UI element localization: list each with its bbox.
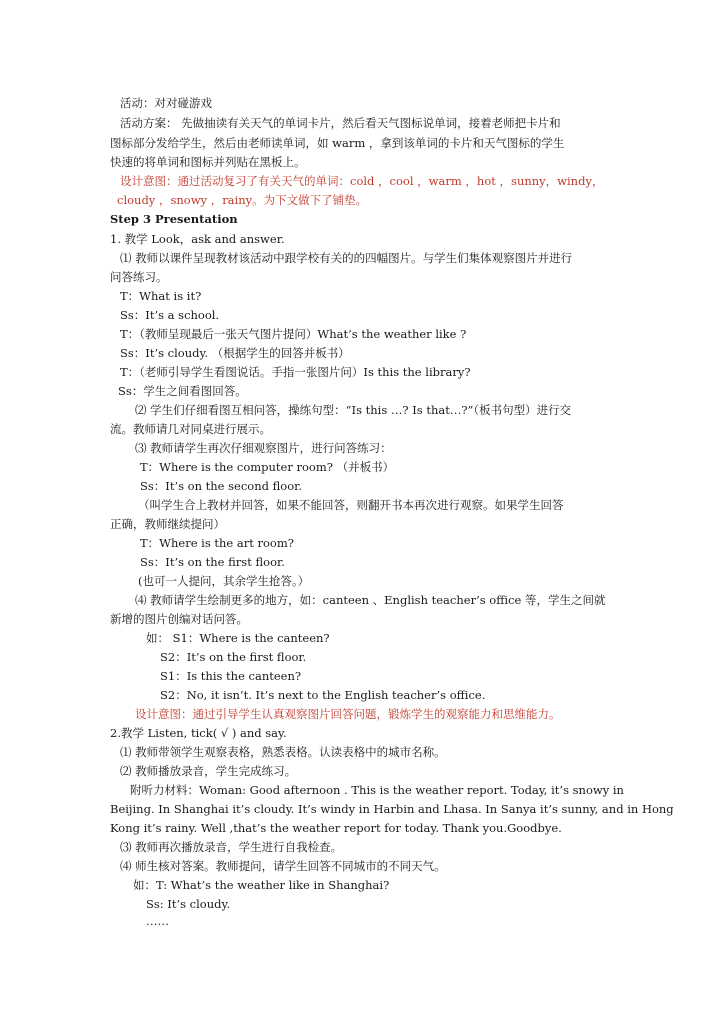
design-intent-line: 设计意图：通过引导学生认真观察图片回答问题，锻炼学生的观察能力和思维能力。 (135, 707, 561, 721)
item-heading: 2.教学 Listen, tick( √ ) and say. (110, 726, 287, 740)
activity-plan-line: 活动方案： 先做抽读有关天气的单词卡片，然后看天气图标说单词，接着老师把卡片和 (120, 116, 561, 130)
example-line: S2：No, it isn’t. It’s next to the English teacher’s office. (160, 688, 486, 702)
dialogue-line: T：（教师呈现最后一张天气图片提问）What’s the weather like ? (120, 327, 467, 341)
dialogue-line: Ss：It’s cloudy. （根据学生的回答并板书） (120, 346, 350, 360)
dialogue-line: T：Where is the art room? (140, 536, 294, 550)
design-intent-line: cloudy ，snowy ，rainy。为下文做下了铺垫。 (117, 193, 368, 207)
example-line: S2：It’s on the first floor. (160, 650, 307, 664)
listening-text-line: Beijing. In Shanghai it’s cloudy. It’s windy in Harbin and Lhasa. In Sanya it’s sunny, and in Hong (110, 802, 674, 816)
example-line: 如： S1：Where is the canteen? (146, 631, 330, 645)
paragraph-line: ⑴ 教师以课件呈现教材该活动中跟学校有关的的四幅图片。与学生们集体观察图片并进行 (120, 251, 573, 265)
paragraph-line: ⑵ 教师播放录音，学生完成练习。 (120, 764, 297, 778)
dialogue-line: Ss：It’s a school. (120, 308, 220, 322)
paragraph-line: ⑶ 教师请学生再次仔细观察图片，进行问答练习： (135, 441, 392, 455)
dialogue-line: T：（老师引导学生看图说话。手指一张图片问）Is this the library? (120, 365, 471, 379)
note-line: 正确，教师继续提问） (110, 517, 225, 531)
paragraph-line: 问答练习。 (110, 270, 168, 284)
paragraph-line: ⑷ 师生核对答案。教师提问，请学生回答不同城市的不同天气。 (120, 859, 446, 873)
dialogue-line: Ss：It’s on the second floor. (140, 479, 303, 493)
listening-text-line: Kong it’s rainy. Well ,that’s the weather report for today. Thank you.Goodbye. (110, 821, 562, 835)
design-intent-line: 设计意图：通过活动复习了有关天气的单词：cold ，cool ，warm ，hot ，sunny，windy， (120, 174, 604, 188)
paragraph-line: 流。教师请几对同桌进行展示。 (110, 422, 271, 436)
paragraph-line: ⑵ 学生们仔细看图互相问答，操练句型：“Is this …? Is that…?”（板书句型）进行交 (135, 403, 572, 417)
paragraph-line: ⑴ 教师带领学生观察表格，熟悉表格。认读表格中的城市名称。 (120, 745, 446, 759)
paragraph-line: ⑷ 教师请学生绘制更多的地方，如：canteen 、English teacher’s office 等，学生之间就 (135, 593, 606, 607)
item-heading: 1. 教学 Look，ask and answer. (110, 232, 285, 246)
dialogue-line: Ss：It’s on the first floor. (140, 555, 285, 569)
listening-text-line: 附听力材料：Woman: Good afternoon . This is the weather report. Today, it’s snowy in (130, 783, 624, 797)
example-line: 如：T: What’s the weather like in Shanghai? (133, 878, 390, 892)
example-line: S1：Is this the canteen? (160, 669, 302, 683)
dialogue-line: T：What is it? (120, 289, 202, 303)
activity-plan-line: 图标部分发给学生，然后由老师读单词，如 warm ，拿到该单词的卡片和天气图标的学生 (110, 136, 565, 150)
paragraph-line: ⑶ 教师再次播放录音，学生进行自我检查。 (120, 840, 343, 854)
note-line: （叫学生合上教材并回答，如果不能回答，则翻开书本再次进行观察。如果学生回答 (138, 498, 564, 512)
example-line: Ss: It’s cloudy. (146, 897, 231, 911)
dialogue-line: Ss：学生之间看图回答。 (118, 384, 247, 398)
paragraph-line: 新增的图片创编对话问答。 (110, 612, 248, 626)
activity-plan-line: 快速的将单词和图标并列贴在黑板上。 (110, 155, 306, 169)
activity-title: 活动：对对碰游戏 (120, 96, 212, 110)
section-heading: Step 3 Presentation (110, 212, 238, 226)
dialogue-line: T：Where is the computer room? （并板书） (140, 460, 395, 474)
note-line: (也可一人提问，其余学生抢答。） (138, 574, 310, 588)
ellipsis-line: …… (146, 914, 169, 928)
